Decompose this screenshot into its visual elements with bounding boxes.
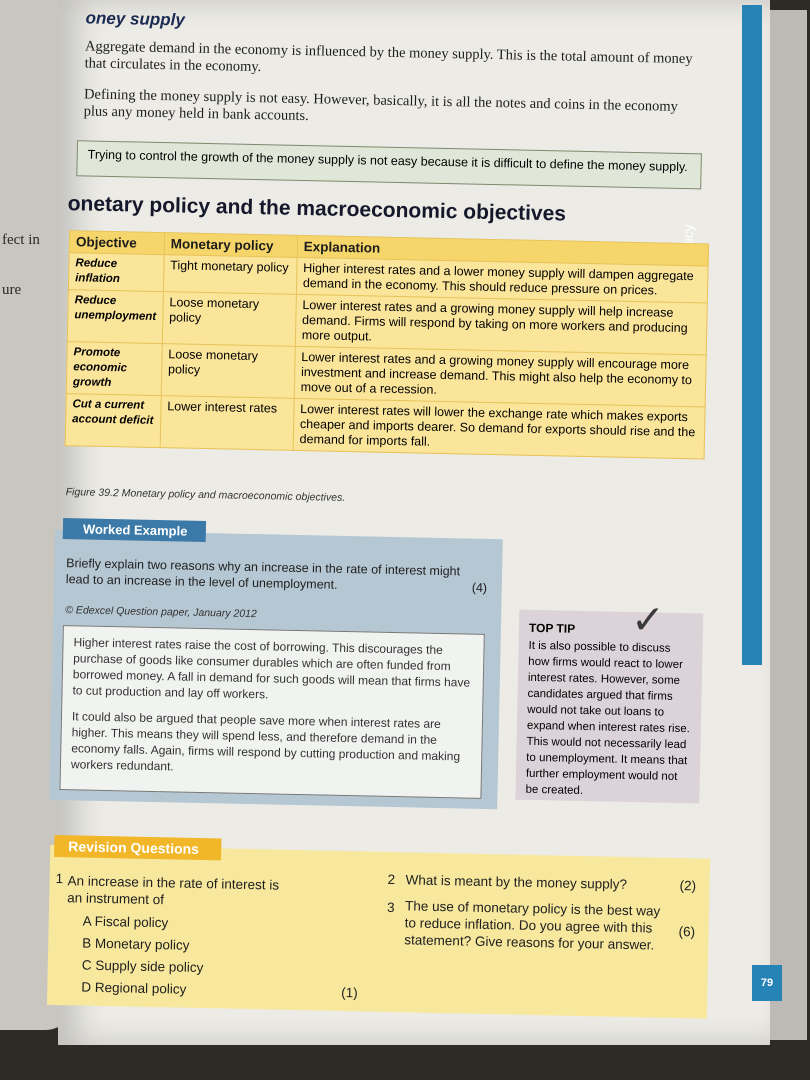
policy-cell: Loose monetary policy bbox=[161, 344, 295, 399]
left-page-fragment: ure bbox=[2, 282, 22, 298]
policy-cell: Tight monetary policy bbox=[163, 255, 297, 295]
figure-caption: Figure 39.2 Monetary policy and macroeconomic objectives. bbox=[65, 486, 346, 504]
worked-example-question: Briefly explain two reasons why an increase in the rate of interest might lead to an increase in the level of unemployment. bbox=[65, 556, 461, 592]
page-number: 79 bbox=[752, 965, 782, 1001]
question-2-text: What is meant by the money supply? bbox=[405, 872, 628, 892]
money-supply-callout: Trying to control the growth of the money supply is not easy because it is difficult to define the money supply. bbox=[76, 140, 702, 189]
worked-example-title: Worked Example bbox=[63, 518, 206, 542]
objective-cell: Reduce unemployment bbox=[67, 290, 163, 344]
question-2-marks: (2) bbox=[679, 878, 697, 894]
worked-example-marks: (4) bbox=[471, 580, 488, 595]
worked-example-source: © Edexcel Question paper, January 2012 bbox=[65, 604, 257, 621]
table-header: Objective bbox=[69, 231, 164, 255]
money-supply-para-1: Aggregate demand in the economy is influenced by the money supply. This is the total amount of money that circulates in the economy. bbox=[84, 38, 693, 76]
check-mark-icon: ✓ bbox=[630, 597, 666, 643]
question-1-option: C Supply side policy bbox=[81, 957, 204, 976]
table-header: Explanation bbox=[297, 235, 709, 266]
top-tip-text: It is also possible to discuss how firms would react to lower interest rates. However, some candidates argued that firms would not take out loans to expand when interest rates rise. This would not necessarily lead to unemployment. It means that further employment would not be created. bbox=[525, 639, 691, 798]
top-tip-box bbox=[515, 610, 703, 804]
money-supply-para-2: Defining the money supply is not easy. However, basically, it is all the notes and coins in the economy plus any money held in bank accounts. bbox=[83, 86, 679, 125]
policy-cell: Loose monetary policy bbox=[162, 292, 296, 347]
answer-paragraph: It could also be argued that people save more when interest rates are higher. This means they will spend less, and therefore demand in the economy falls. Again, firms will respond by cutting production and making workers redundant. bbox=[70, 709, 461, 774]
question-1-option: A Fiscal policy bbox=[82, 913, 169, 931]
top-tip-title: TOP TIP bbox=[528, 620, 576, 636]
question-number: 1 bbox=[55, 870, 64, 887]
explanation-cell: Lower interest rates and a growing money supply will help increase demand. Firms will respond by taking on more workers and producing more output. bbox=[295, 294, 707, 355]
chapter-side-band bbox=[742, 5, 762, 665]
objective-cell: Cut a current account deficit bbox=[65, 394, 161, 448]
left-page-fragment: fect in bbox=[2, 232, 40, 248]
question-number: 2 bbox=[387, 871, 396, 888]
question-1-option: D Regional policy bbox=[81, 979, 187, 997]
money-supply-heading: oney supply bbox=[85, 8, 185, 30]
revision-questions-title: Revision Questions bbox=[54, 835, 221, 860]
explanation-cell: Lower interest rates will lower the exchange rate which makes exports cheaper and imports dearer. So demand for exports should rise and the demand for imports fall. bbox=[293, 398, 705, 459]
policy-cell: Lower interest rates bbox=[160, 396, 294, 451]
explanation-cell: Lower interest rates and a growing money supply will encourage more investment and increase demand. This might also help the economy to move out of a recession. bbox=[294, 346, 706, 407]
question-3-text: The use of monetary policy is the best way to reduce inflation. Do you agree with this statement? Give reasons for your answer. bbox=[404, 898, 661, 953]
question-3-marks: (6) bbox=[678, 924, 696, 940]
question-1-text: An increase in the rate of interest is an instrument of bbox=[67, 873, 280, 908]
monetary-policy-heading: onetary policy and the macroeconomic objectives bbox=[67, 192, 567, 226]
answer-paragraph: Higher interest rates raise the cost of borrowing. This discourages the purchase of goods like consumer durables which are often funded from borrowed money. A fall in demand for such goods will mean that firms have to cut production and lay off workers. bbox=[72, 635, 471, 702]
question-1-option: B Monetary policy bbox=[82, 935, 190, 953]
explanation-cell: Higher interest rates and a lower money supply will dampen aggregate demand in the economy. This should reduce pressure on prices. bbox=[296, 257, 708, 303]
objective-cell: Reduce inflation bbox=[68, 253, 164, 292]
monetary-policy-table bbox=[65, 230, 709, 459]
page-content bbox=[44, 0, 726, 1054]
question-number: 3 bbox=[386, 899, 395, 916]
question-1-marks: (1) bbox=[341, 984, 358, 1001]
objective-cell: Promote economic growth bbox=[66, 342, 162, 396]
worked-example-answer bbox=[59, 625, 484, 799]
table-header: Monetary policy bbox=[164, 233, 297, 258]
